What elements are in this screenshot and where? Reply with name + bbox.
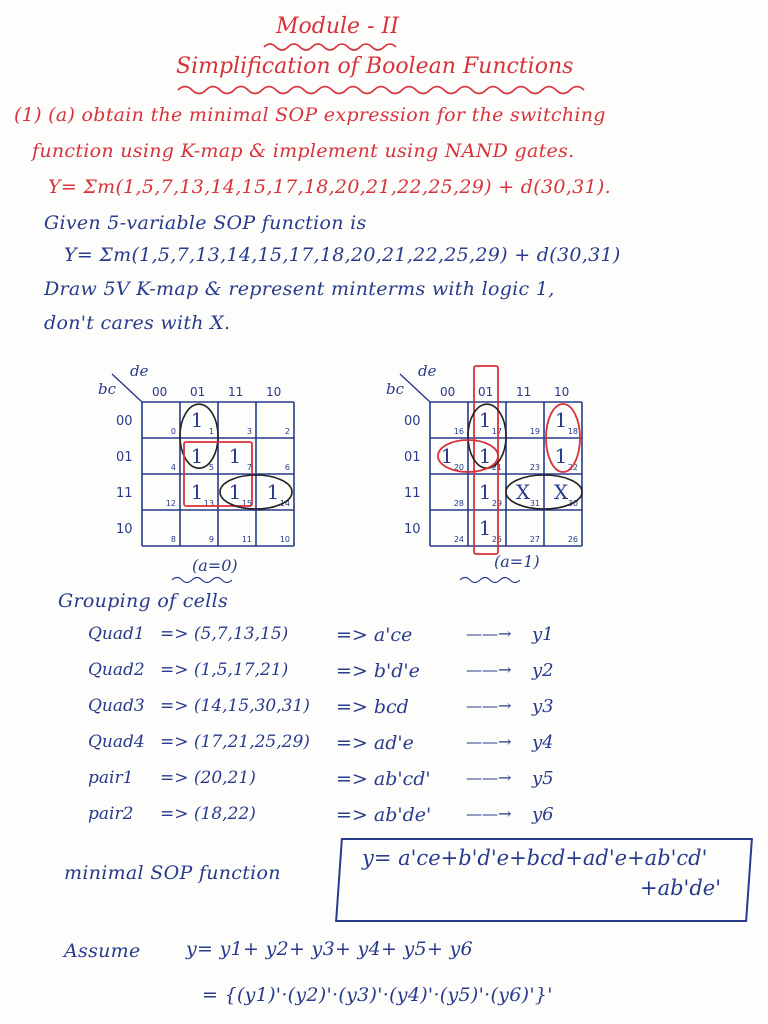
col-label: 01: [190, 385, 206, 399]
cell-value: 1: [554, 408, 568, 432]
col-label: 10: [266, 385, 282, 399]
cell-index: 19: [529, 427, 540, 436]
group-cells: => (17,21,25,29): [160, 732, 310, 752]
given-line-1: Given 5-variable SOP function is: [44, 212, 367, 234]
cell-value: 1: [228, 444, 242, 468]
cell-value: 1: [190, 408, 204, 432]
cell-index: 12: [165, 499, 176, 508]
group-cells: => (20,21): [160, 768, 256, 788]
assume-line-1: y= y1+ y2+ y3+ y4+ y5+ y6: [186, 938, 473, 960]
row-label: 00: [404, 414, 421, 429]
cell-index: 27: [529, 535, 540, 544]
cell-index: 28: [453, 499, 464, 508]
cell-index: 5: [208, 463, 214, 472]
cell-index: 3: [246, 427, 252, 436]
module-underline: [262, 42, 402, 52]
group-name: Quad4: [88, 732, 145, 752]
cell-index: 29: [491, 499, 502, 508]
draw-line-2: don't cares with X.: [44, 312, 231, 334]
group-name: pair1: [88, 768, 134, 788]
cell-index: 10: [279, 535, 290, 544]
topic-title: Simplification of Boolean Functions: [176, 54, 574, 79]
row-label: 11: [404, 486, 421, 501]
group-term: => ab'cd': [336, 768, 431, 790]
kmap-left-caption: (a=0): [192, 556, 238, 575]
cell-index: 0: [170, 427, 176, 436]
cell-index: 17: [491, 427, 502, 436]
kmap-right: [384, 360, 604, 564]
assume-label: Assume: [64, 940, 141, 962]
cell-index: 6: [284, 463, 290, 472]
module-title: Module - II: [276, 14, 399, 39]
cell-index: 21: [491, 463, 502, 472]
group-term: => a'ce: [336, 624, 413, 646]
question-line-2: function using K-map & implement using NAND gates.: [32, 140, 575, 162]
group-arrow: ——→: [466, 660, 512, 679]
cell-index: 22: [567, 463, 578, 472]
grouping-heading: Grouping of cells: [58, 590, 229, 612]
col-var-label: de: [418, 362, 437, 380]
cell-value: 1: [440, 444, 454, 468]
cell-index: 1: [208, 427, 214, 436]
group-output: y2: [532, 660, 554, 681]
question-line-3: Y= Σm(1,5,7,13,14,15,17,18,20,21,22,25,29) + d(30,31).: [48, 176, 611, 198]
row-label: 10: [116, 522, 133, 537]
cell-index: 7: [246, 463, 252, 472]
group-cells: => (18,22): [160, 804, 256, 824]
group-name: Quad1: [88, 624, 145, 644]
cell-index: 4: [170, 463, 176, 472]
cell-index: 15: [241, 499, 252, 508]
cell-value: X: [553, 480, 569, 504]
row-var-label: bc: [98, 380, 117, 398]
cell-value: 1: [478, 480, 492, 504]
cell-index: 26: [567, 535, 578, 544]
minimal-expr-1: y= a'ce+b'd'e+bcd+ad'e+ab'cd': [362, 846, 708, 870]
cell-value: X: [515, 480, 531, 504]
group-arrow: ——→: [466, 624, 512, 643]
cell-index: 16: [453, 427, 464, 436]
row-label: 11: [116, 486, 133, 501]
caption-underline: [460, 578, 520, 583]
cell-value: 1: [228, 480, 242, 504]
col-var-label: de: [130, 362, 149, 380]
row-label: 10: [404, 522, 421, 537]
kmap-right-svg: [384, 360, 604, 560]
topic-underline: [176, 84, 586, 96]
group-name: pair2: [88, 804, 134, 824]
col-label: 00: [152, 385, 168, 399]
cell-index: 20: [453, 463, 464, 472]
cell-index: 2: [284, 427, 290, 436]
col-label: 11: [228, 385, 244, 399]
group-term: => ad'e: [336, 732, 414, 754]
cell-index: 30: [567, 499, 578, 508]
cell-index: 8: [170, 535, 176, 544]
cell-index: 11: [241, 535, 252, 544]
cell-value: 1: [478, 516, 492, 540]
group-output: y4: [532, 732, 554, 753]
question-line-1: (1) (a) obtain the minimal SOP expression for the switching: [14, 104, 606, 126]
group-cells: => (14,15,30,31): [160, 696, 310, 716]
draw-line-1: Draw 5V K-map & represent minterms with logic 1,: [44, 278, 555, 300]
cell-index: 18: [567, 427, 578, 436]
group-cells: => (5,7,13,15): [160, 624, 289, 644]
group-output: y5: [532, 768, 554, 789]
cell-index: 31: [529, 499, 540, 508]
group-cells: => (1,5,17,21): [160, 660, 289, 680]
minimal-expr-2: +ab'de': [640, 876, 721, 900]
cell-value: 1: [478, 408, 492, 432]
row-label: 01: [404, 450, 421, 465]
cell-value: 1: [190, 444, 204, 468]
cell-index: 13: [203, 499, 214, 508]
kmap-right-caption: (a=1): [494, 552, 540, 571]
cell-index: 23: [529, 463, 540, 472]
row-var-label: bc: [386, 380, 405, 398]
group-name: Quad2: [88, 660, 145, 680]
group-output: y1: [532, 624, 554, 645]
cell-index: 25: [491, 535, 502, 544]
assume-line-2: = {(y1)'·(y2)'·(y3)'·(y4)'·(y5)'·(y6)'}': [202, 984, 553, 1006]
row-label: 00: [116, 414, 133, 429]
col-label: 00: [440, 385, 456, 399]
cell-index: 9: [208, 535, 214, 544]
cell-value: 1: [478, 444, 492, 468]
kmap-left-svg: [96, 360, 316, 560]
col-label: 10: [554, 385, 570, 399]
col-label: 11: [516, 385, 532, 399]
cell-value: 1: [266, 480, 280, 504]
col-label: 01: [478, 385, 494, 399]
group-arrow: ——→: [466, 768, 512, 787]
group-arrow: ——→: [466, 804, 512, 823]
group-arrow: ——→: [466, 696, 512, 715]
group-output: y3: [532, 696, 554, 717]
minimal-label: minimal SOP function: [64, 862, 281, 884]
row-label: 01: [116, 450, 133, 465]
group-output: y6: [532, 804, 554, 825]
caption-underline: [172, 578, 232, 583]
cell-index: 24: [453, 535, 464, 544]
cell-value: 1: [554, 444, 568, 468]
group-term: => b'd'e: [336, 660, 420, 682]
given-line-2: Y= Σm(1,5,7,13,14,15,17,18,20,21,22,25,29) + d(30,31): [64, 244, 621, 266]
cell-value: 1: [190, 480, 204, 504]
group-term: => ab'de': [336, 804, 432, 826]
group-name: Quad3: [88, 696, 145, 716]
group-arrow: ——→: [466, 732, 512, 751]
cell-index: 14: [279, 499, 290, 508]
group-term: => bcd: [336, 696, 409, 718]
kmap-left: [96, 360, 316, 564]
